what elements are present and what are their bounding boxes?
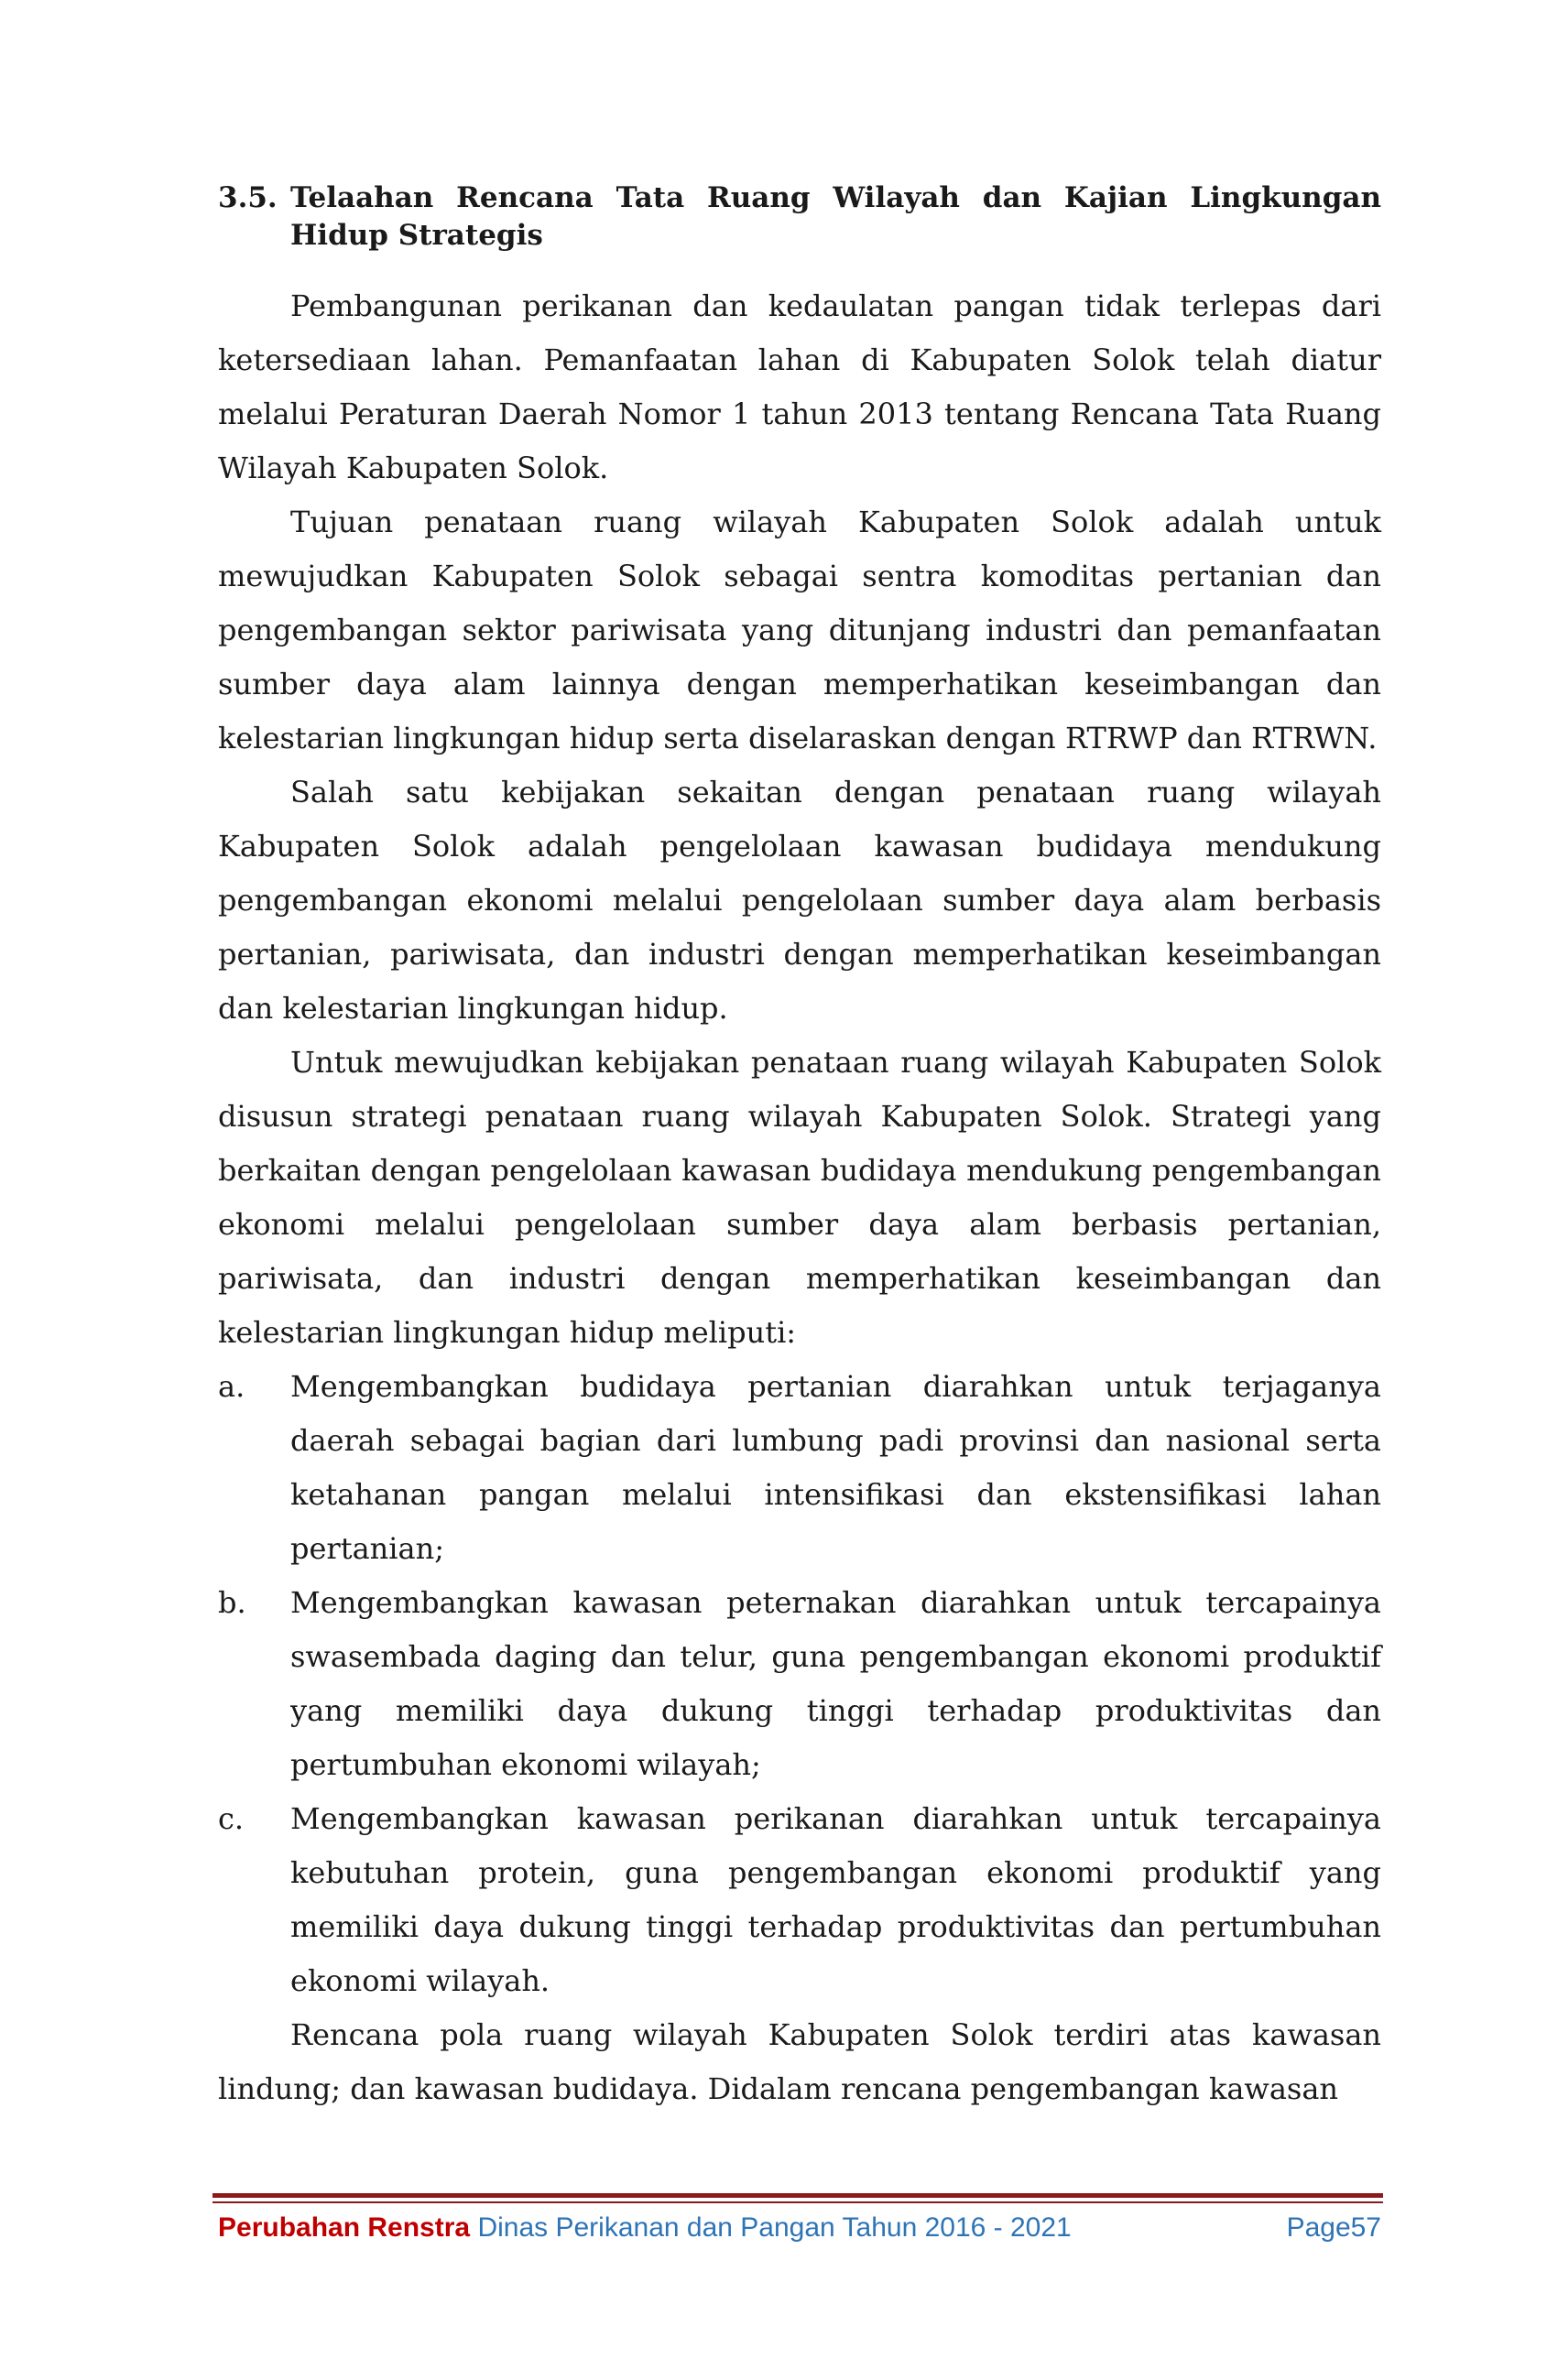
paragraph: Untuk mewujudkan kebijakan penataan ruang wilayah Kabupaten Solok disusun strategi penataan ruang wilayah Kabupaten Solok. Strategi yang berkaitan dengan pengelolaan kawasan budidaya mendukung pengembangan ekonomi melalui pengelolaan sumber daya alam berbasis pertanian, pariwisata, dan industri dengan memperhatikan keseimbangan dan kelestarian lingkungan hidup meliputi: <box>218 1045 1381 1350</box>
section-title: Telaahan Rencana Tata Ruang Wilayah dan Kajian Lingkungan Hidup Strategis <box>290 181 1381 252</box>
paragraph: Rencana pola ruang wilayah Kabupaten Solok terdiri atas kawasan lindung; dan kawasan budidaya. Didalam rencana pengembangan kawasan <box>218 2017 1381 2106</box>
list-marker: b. <box>218 1585 246 1620</box>
page-number: Page57 <box>1286 2212 1381 2243</box>
paragraph: Pembangunan perikanan dan kedaulatan pangan tidak terlepas dari ketersediaan lahan. Pemanfaatan lahan di Kabupaten Solok telah diatur melalui Peraturan Daerah Nomor 1 tahun 2013 tentang Rencana Tata Ruang Wilayah Kabupaten Solok. <box>218 288 1381 485</box>
paragraph: Salah satu kebijakan sekaitan dengan penataan ruang wilayah Kabupaten Solok adalah pengelolaan kawasan budidaya mendukung pengembangan ekonomi melalui pengelolaan sumber daya alam berbasis pertanian, pariwisata, dan industri dengan memperhatikan keseimbangan dan kelestarian lingkungan hidup. <box>218 775 1381 1026</box>
list-item-text: Mengembangkan kawasan peternakan diarahkan untuk tercapainya swasembada daging dan telur, guna pengembangan ekonomi produktif yang memiliki daya dukung tinggi terhadap produktivitas dan pertumbuhan ekonomi wilayah; <box>290 1585 1381 1782</box>
page-footer <box>218 2210 1381 2246</box>
list-item <box>218 1576 1381 1792</box>
document-body <box>218 279 1381 2116</box>
list-item-text: Mengembangkan budidaya pertanian diarahkan untuk terjaganya daerah sebagai bagian dari lumbung padi provinsi dan nasional serta ketahanan pangan melalui intensifikasi dan ekstensifikasi lahan pertanian; <box>290 1369 1381 1566</box>
footer-subtitle: Dinas Perikanan dan Pangan Tahun 2016 - 2021 <box>477 2212 1072 2243</box>
list-item <box>218 1792 1381 2008</box>
strategy-list <box>218 1360 1381 2008</box>
section-number: 3.5. <box>218 181 278 214</box>
section-heading <box>218 179 1381 255</box>
footer-divider-thin <box>212 2201 1383 2203</box>
list-item-text: Mengembangkan kawasan perikanan diarahkan untuk tercapainya kebutuhan protein, guna pengembangan ekonomi produktif yang memiliki daya dukung tinggi terhadap produktivitas dan pertumbuhan ekonomi wilayah. <box>290 1801 1381 1998</box>
list-marker: a. <box>218 1369 245 1404</box>
footer-brand: Perubahan Renstra <box>218 2212 471 2243</box>
list-item <box>218 1360 1381 1576</box>
list-marker: c. <box>218 1801 245 1836</box>
paragraph: Tujuan penataan ruang wilayah Kabupaten Solok adalah untuk mewujudkan Kabupaten Solok sebagai sentra komoditas pertanian dan pengembangan sektor pariwisata yang ditunjang industri dan pemanfaatan sumber daya alam lainnya dengan memperhatikan keseimbangan dan kelestarian lingkungan hidup serta diselaraskan dengan RTRWP dan RTRWN. <box>218 505 1381 755</box>
footer-divider-thick <box>212 2193 1383 2198</box>
